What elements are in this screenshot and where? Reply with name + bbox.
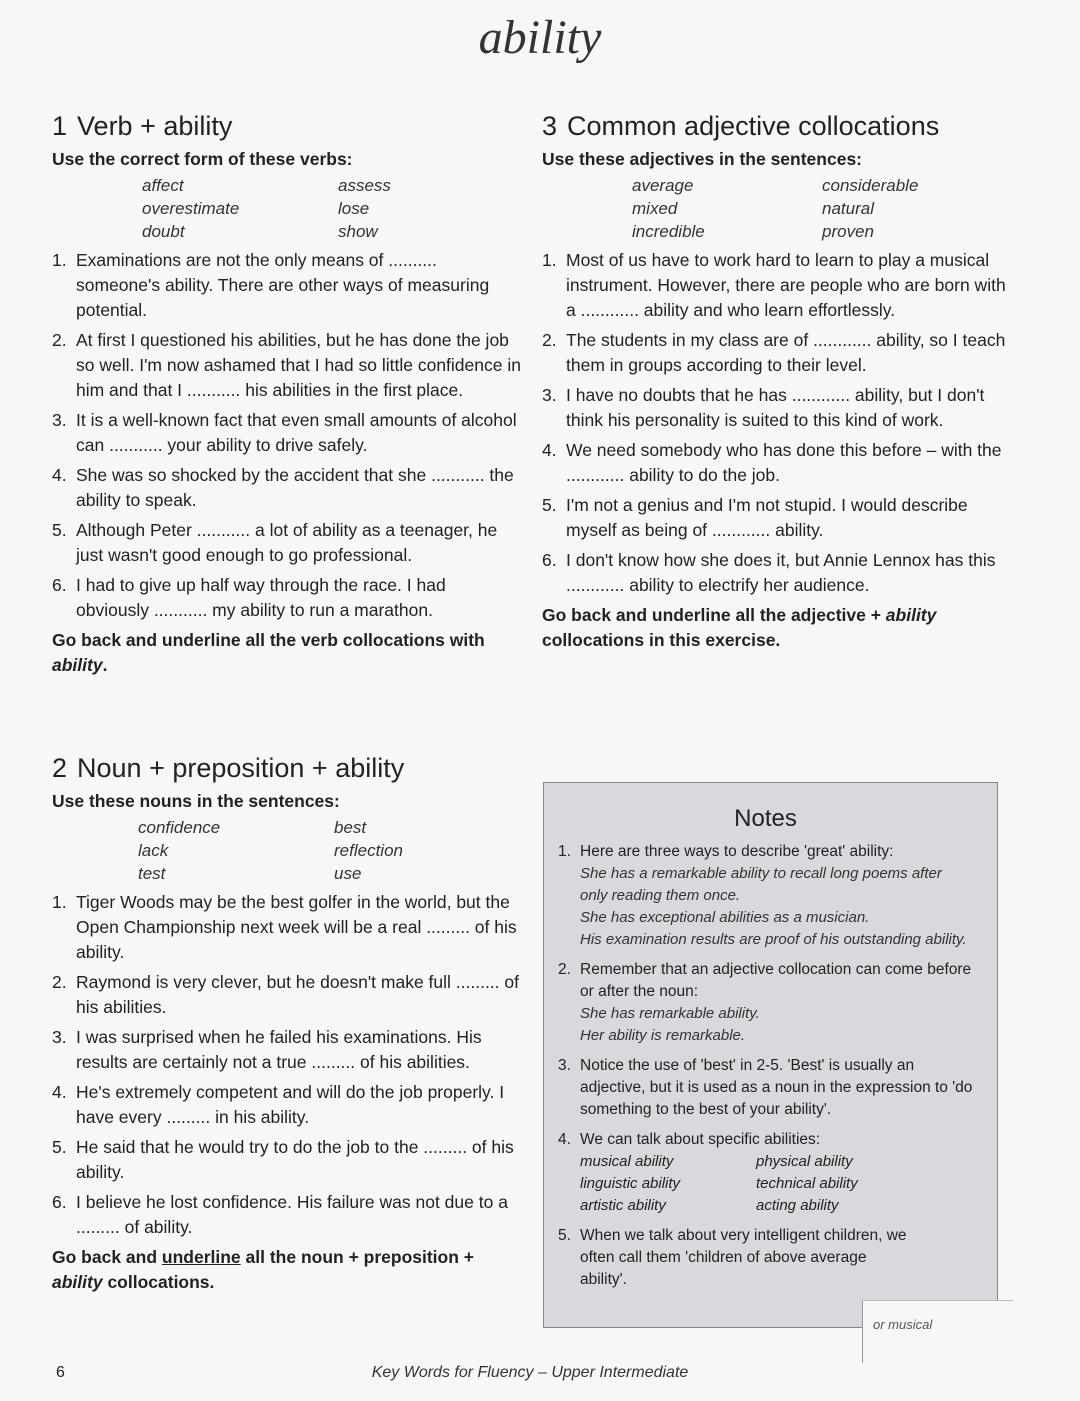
- section-1-instruction: Use the correct form of these verbs:: [52, 149, 353, 169]
- section-2-number: 2: [52, 753, 68, 783]
- note-item: 2. Remember that an adjective collocation can come before or after the noun: She has remarkable ability. Her ability is remarkable.: [558, 961, 972, 1044]
- word: show: [338, 222, 378, 241]
- exercise-item: 4. She was so shocked by the accident that she ........... the ability to speak.: [52, 465, 514, 510]
- exercise-item: 3. I have no doubts that he has ............ ability, but I don't think his personality is suited to this kind of work.: [542, 385, 985, 430]
- section-3-number: 3: [542, 111, 558, 141]
- abilities-grid: musical ability physical ability linguistic ability technical ability artistic ability acting ability: [580, 1153, 858, 1214]
- exercise-item: 2. Raymond is very clever, but he doesn't make full ......... of his abilities.: [52, 972, 519, 1017]
- section-1-followup: Go back and underline all the verb collocations with ability.: [52, 630, 485, 675]
- word: confidence: [138, 818, 221, 837]
- exercise-item: 4. We need somebody who has done this before – with the ............ ability to do the job.: [542, 440, 1002, 485]
- torn-paper-overlay: or musical: [862, 1300, 1013, 1363]
- word: overestimate: [142, 199, 240, 218]
- notes-box: [543, 782, 998, 1328]
- exercise-item: 5. I'm not a genius and I'm not stupid. I would describe myself as being of ............ ability.: [542, 495, 968, 540]
- exercise-item: 1. Tiger Woods may be the best golfer in the world, but the Open Championship next week will be a real ......... of his ability.: [52, 892, 517, 962]
- exercise-item: 3. I was surprised when he failed his examinations. His results are certainly not a true ......... of his abilities.: [52, 1027, 482, 1072]
- note-item: 3. Notice the use of 'best' in 2-5. 'Best' is usually an adjective, but it is used as a noun in the expression to 'do something to the best of your ability'.: [558, 1057, 973, 1118]
- page-title: ability: [478, 11, 602, 64]
- section-3-followup: Go back and underline all the adjective + ability collocations in this exercise.: [542, 605, 937, 650]
- exercise-item: 4. He's extremely competent and will do the job properly. I have every ......... in his ability.: [52, 1082, 505, 1127]
- section-2-instruction: Use these nouns in the sentences:: [52, 791, 340, 811]
- exercise-item: 1. Most of us have to work hard to learn to play a musical instrument. However, there are people who are born with a ............ ability and who learn effortlessly.: [542, 250, 1006, 320]
- section-verb-ability: [52, 110, 522, 678]
- word: proven: [822, 222, 874, 241]
- section-1-number: 1: [52, 111, 68, 141]
- word: natural: [822, 199, 874, 218]
- word: mixed: [632, 199, 678, 218]
- page-number: 6: [56, 1364, 65, 1381]
- section-2-followup: Go back and underline all the noun + preposition + ability collocations.: [52, 1247, 475, 1292]
- note-item: 1. Here are three ways to describe 'great' ability: She has a remarkable ability to recall long poems after only reading them once. She has exceptional abilities as a musician. His examination results are proof of his outstanding ability.: [558, 843, 967, 948]
- exercise-item: 1. Examinations are not the only means of .......... someone's ability. There are other ways of measuring potential.: [52, 250, 490, 320]
- notes-list: [558, 841, 973, 1291]
- exercise-item: 6. I had to give up half way through the race. I had obviously ........... my ability to run a marathon.: [52, 575, 446, 620]
- exercise-item: 5. Although Peter ........... a lot of ability as a teenager, he just wasn't good enough to go professional.: [52, 520, 498, 565]
- section-2-title: Noun + preposition + ability: [77, 753, 405, 783]
- section-1-heading: [52, 110, 522, 142]
- exercise-item: 2. The students in my class are of ............ ability, so I teach them in groups according to their level.: [542, 330, 1006, 375]
- section-noun-preposition-ability: [52, 752, 522, 1295]
- word: use: [334, 864, 362, 883]
- word: assess: [338, 176, 391, 195]
- exercise-item: 3. It is a well-known fact that even small amounts of alcohol can ........... your ability to drive safely.: [52, 410, 517, 455]
- section-2-heading: [52, 752, 522, 784]
- exercise-item: 6. I believe he lost confidence. His failure was not due to a ......... of ability.: [52, 1192, 508, 1237]
- note-item: 5. When we talk about very intelligent children, we often call them 'children of above average ability'.: [558, 1227, 907, 1288]
- section-2-word-box: [138, 818, 522, 884]
- exercise-item: 5. He said that he would try to do the job to the ......... of his ability.: [52, 1137, 514, 1182]
- word: lose: [338, 199, 370, 218]
- section-3-heading: [542, 110, 1012, 142]
- word: reflection: [334, 841, 403, 860]
- word: lack: [138, 841, 169, 860]
- section-2-exercises: [52, 890, 522, 1240]
- word: best: [334, 818, 367, 837]
- exercise-item: 6. I don't know how she does it, but Annie Lennox has this ............ ability to electrify her audience.: [542, 550, 996, 595]
- section-adjective-collocations: [542, 110, 1012, 653]
- exercise-item: 2. At first I questioned his abilities, but he has done the job so well. I'm now ashamed that I had so little confidence in him and that I ........... his abilities in the first place.: [52, 330, 521, 400]
- section-1-word-box: [142, 176, 522, 242]
- section-1-title: Verb + ability: [77, 111, 233, 141]
- section-3-exercises: [542, 248, 1012, 598]
- word: incredible: [632, 222, 705, 241]
- word: considerable: [822, 176, 919, 195]
- note-item: 4. We can talk about specific abilities: musical ability physical ability linguistic ability technical ability artistic ability acting ability: [558, 1129, 973, 1217]
- notes-title: Notes: [734, 805, 797, 832]
- word: test: [138, 864, 166, 883]
- word: doubt: [142, 222, 185, 241]
- word: average: [632, 176, 694, 195]
- section-3-title: Common adjective collocations: [567, 111, 940, 141]
- section-3-instruction: Use these adjectives in the sentences:: [542, 149, 862, 169]
- section-1-exercises: [52, 248, 522, 623]
- book-title: Key Words for Fluency – Upper Intermediate: [371, 1364, 689, 1381]
- word: affect: [142, 176, 184, 195]
- section-3-word-box: [632, 176, 1012, 242]
